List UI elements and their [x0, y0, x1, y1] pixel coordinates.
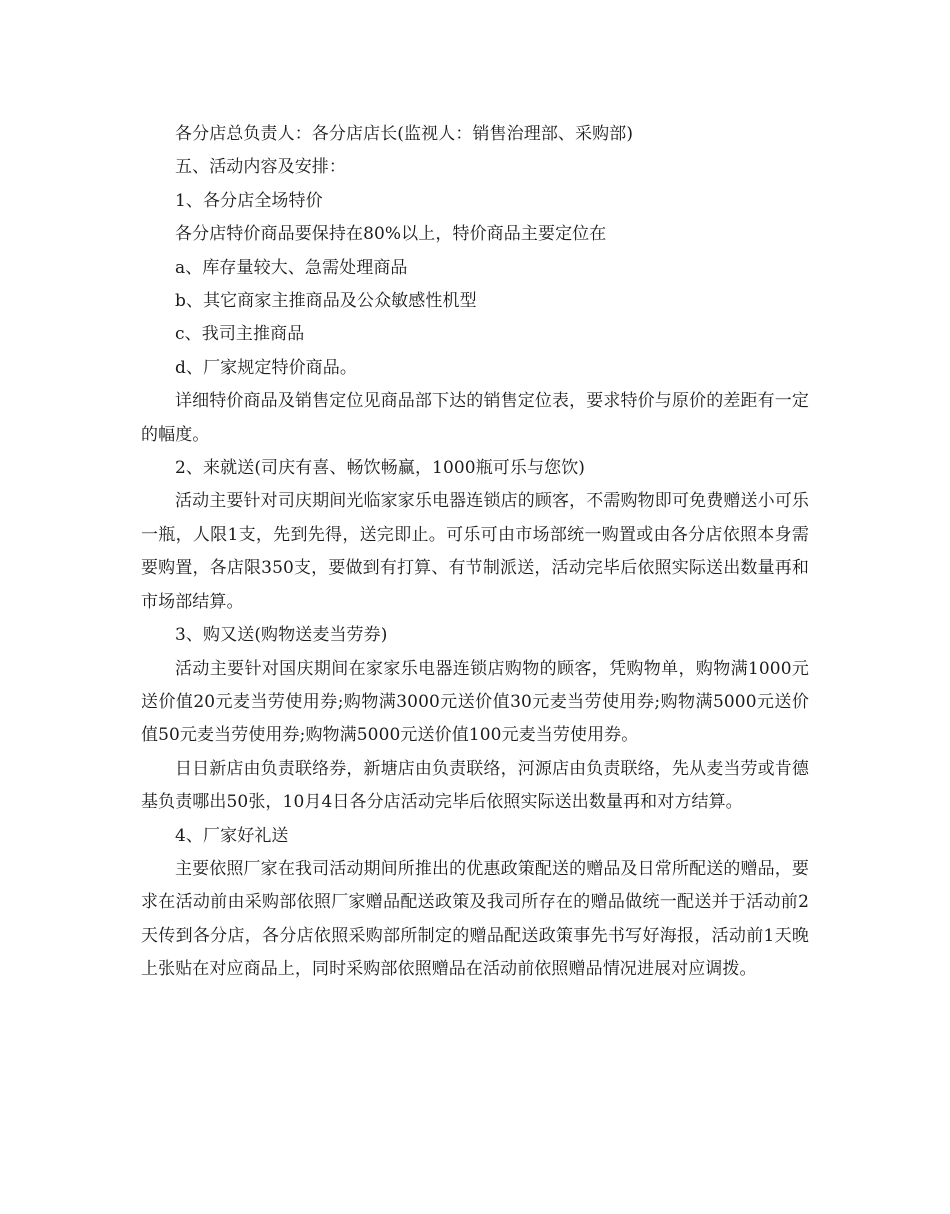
paragraph-coupon-tiers: 活动主要针对国庆期间在家家乐电器连锁店购物的顾客，凭购物单，购物满1000元送价值20元麦当劳使用券;购物满3000元送价值30元麦当劳使用券;购物满5000元送价值50元麦当劳使用券;购物满5000元送价值100元麦当劳使用券。: [141, 658, 809, 746]
paragraph-coupon-contacts: 日日新店由负责联络券，新塘店由负责联络，河源店由负责联络，先从麦当劳或肯德基负责哪出50张，10月4日各分店活动完毕后依照实际送出数量再和对方结算。: [141, 758, 809, 813]
heading-item-3: 3、购又送(购物送麦当劳券): [175, 625, 388, 646]
list-item-c: c、我司主推商品: [175, 324, 305, 345]
list-item-b: b、其它商家主推商品及公众敏感性机型: [175, 291, 477, 312]
paragraph-cola-giveaway: 活动主要针对司庆期间光临家家乐电器连锁店的顾客，不需购物即可免费赠送小可乐一瓶，人限1支，先到先得，送完即止。可乐可由市场部统一购置或由各分店依照本身需要购置，各店限350支，要做到有打算、有节制派送，活动完毕后依照实际送出数量再和市场部结算。: [141, 491, 809, 612]
heading-item-1: 1、各分店全场特价: [175, 190, 323, 211]
paragraph-price-table: 详细特价商品及销售定位见商品部下达的销售定位表，要求特价与原价的差距有一定的幅度。: [141, 391, 809, 445]
document-body: [141, 118, 809, 987]
paragraph-store-manager: 各分店总负责人：各分店店长(监视人：销售治理部、采购部): [175, 124, 634, 144]
list-item-a: a、库存量较大、急需处理商品: [175, 257, 408, 278]
list-item-d: d、厂家规定特价商品。: [175, 357, 357, 378]
heading-item-2: 2、来就送(司庆有喜、畅饮畅赢，1000瓶可乐与您饮): [175, 458, 586, 479]
paragraph-manufacturer-gifts: 主要依照厂家在我司活动期间所推出的优惠政策配送的赠品及日常所配送的赠品，要求在活动前由采购部依照厂家赠品配送政策及我司所存在的赠品做统一配送并于活动前2天传到各分店，各分店依照采购部所制定的赠品配送政策事先书写好海报，活动前1天晚上张贴在对应商品上，同时采购部依照赠品在活动前依照赠品情况进展对应调拨。: [141, 858, 809, 980]
heading-section-five: 五、活动内容及安排：: [175, 157, 346, 178]
paragraph-special-price: 各分店特价商品要保持在80%以上，特价商品主要定位在: [175, 224, 607, 245]
heading-item-4: 4、厂家好礼送: [175, 825, 289, 846]
